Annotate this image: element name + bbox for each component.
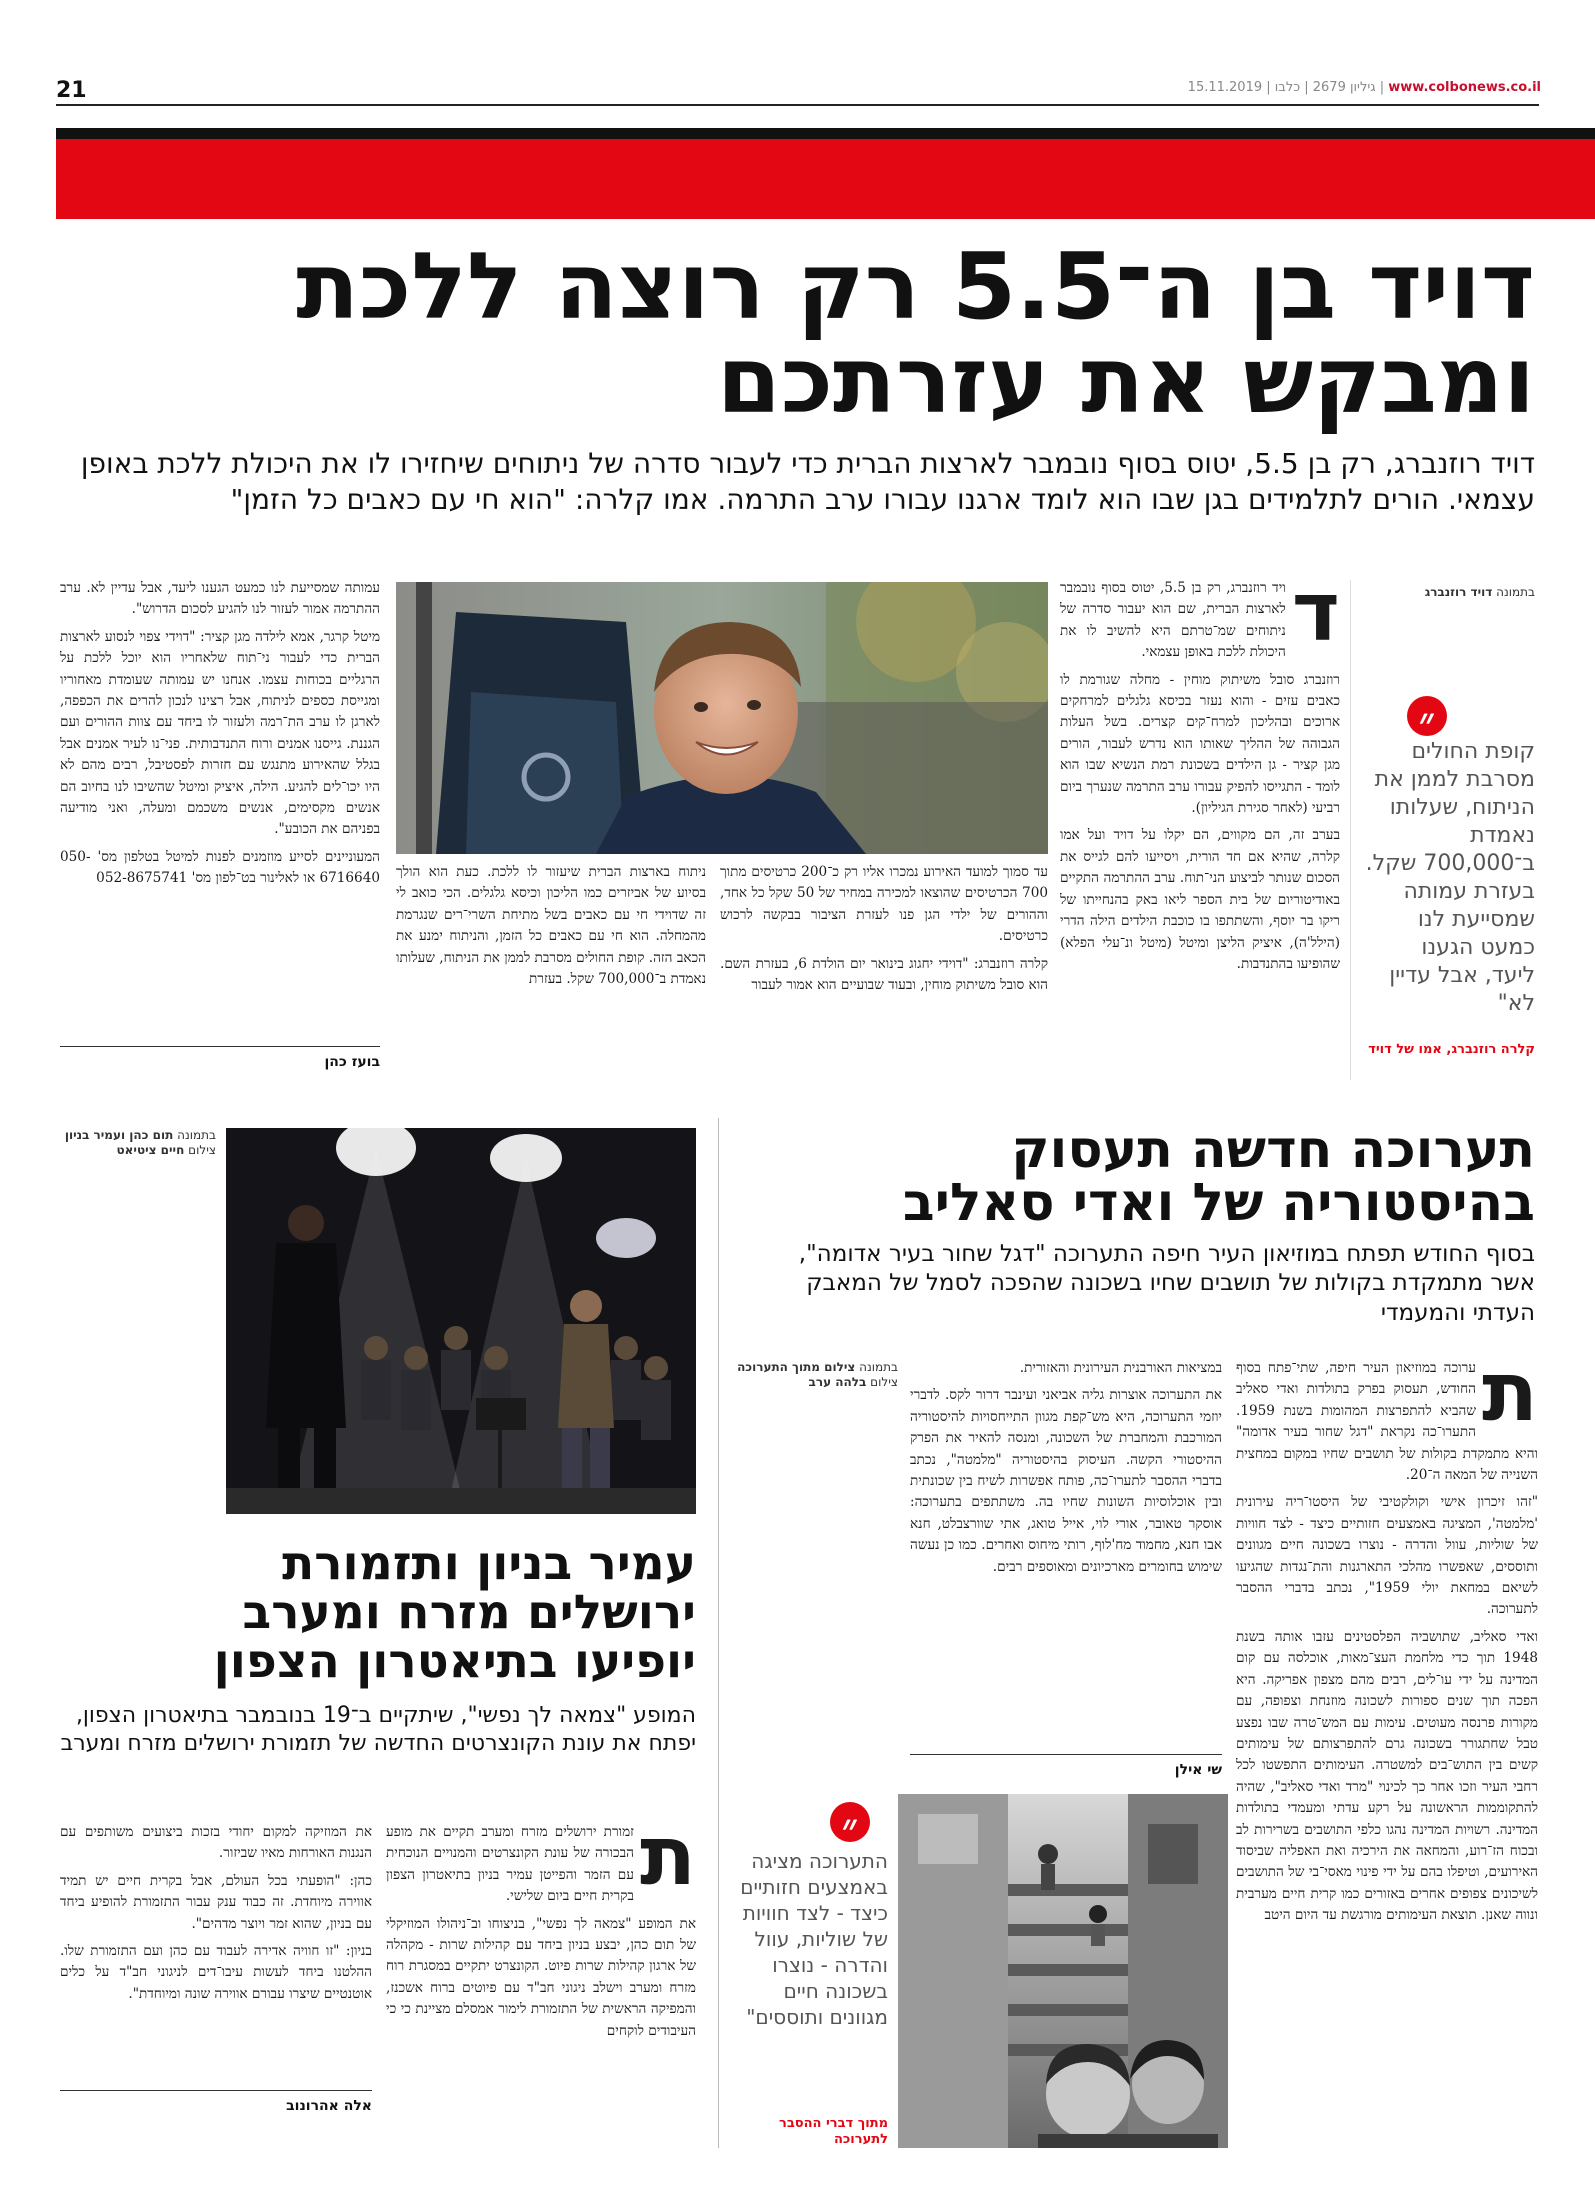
header-black-band	[56, 128, 1595, 139]
story2-photo	[898, 1794, 1228, 2148]
story1-headline-line1: דויד בן ה־5.5 רק רוצה ללכת	[296, 233, 1535, 340]
story1-col2-p2: קלרה רוזנברג: "דוידי יחגוג בינואר יום הולדת 6, בעזרת השם. הוא סובל משיתוק מוחין, ובעוד שבועיים הוא אמור לעבור	[720, 955, 1048, 994]
header-rule	[56, 104, 1539, 106]
story3-deck: המופע "צמאה לך נפשי", שיתקיים ב־19 בנובמבר בתיאטרון הצפון, יפתח את עונת הקונצרטים החדשה של תזמורת ירושלים מזרח ומערב	[60, 1703, 696, 1757]
story1-byline-rule	[60, 1046, 380, 1047]
story2-photo-credit: בתמונה צילום מתוך התערוכה צילום בלהה ערב	[737, 1360, 898, 1389]
story3-byline: אלה אהרונוב	[286, 2098, 372, 2114]
story1-quote-divider	[1350, 580, 1351, 1080]
story1-column-3	[396, 862, 706, 1082]
header-red-band	[56, 139, 1595, 219]
story2-col2-p2: את התערוכה אוצרות גליה אביאני ועינבר דרור לקס. לדברי יוזמי התערוכה, היא מש־קפת מגוון התייחסויות להיסטוריה המורכבת והמחברת של השכונה, ומנסה להאיר את הפרק ההיסטורי הקשה. העיסוק בהיסטוריה "מלמטה", נכתב בדברי ההסבר לתערו־כה, פותח אפשרות לשיח בין שכונתית ובין אוכלוסיות השונות שחיו בה. משתתפים בתערוכה: אוסקר טאובר, אורי לוי, אייל טואג, אתי שוורצבלט, חנא אבו חנא, מחמוד מח'לוף, רותי מיחוס ואחרים. כמו כן נעשה שימוש בחומרים מארכיונים ומאוספים רבים.	[910, 1387, 1222, 1575]
story1-column-1	[1060, 578, 1340, 1078]
issue-info: 15.11.2019 | גיליון 2679 | כלבו | www.colbonews.co.il	[1187, 80, 1541, 95]
site-url[interactable]: www.colbonews.co.il	[1388, 80, 1541, 95]
story3-photo-credit: בתמונה תום כהן ועמיר בניון צילום חיים ציטיאט	[64, 1128, 216, 1157]
story2-dropcap: ת	[1481, 1358, 1538, 1440]
story1-col4-p1: עמותה שמסייעת לנו כמעט הגענו ליעד, אבל עדיין לא. ערב ההתרמה אמור לעזור לנו להגיע לסכום הדרוש".	[60, 580, 380, 618]
story2-headline-line2: בהיסטוריה של ואדי סאליב	[902, 1173, 1535, 1234]
story2-column-2	[910, 1358, 1222, 1748]
story2-col1-p3: ואדי סאליב, שתושביה הפלסטינים עזבו אותה בשנת 1948 תוך כדי מלחמת העצ־מאות, אוכלסה עם קום המדינה על ידי עו־לים, רבים מהם מצפון אפריקה. היא הפכה תוך שנים ספורות לשכונה מוזנחת וצפופה, עם מקורות פרנסה מעוטים. עימות עם המש־טרה שבו נפצע טבל שחתגורר בשכונה גרם להתפרצותם של עימותים קשים בין התוש־בים למשטרה. העימותים התפשטו לכל רחבי העיר וזכו אחר כך לכינוי "מרד ואדי סאליב", שהיה להתקוממות הראשונה על רקע עדתי ומעמדי בתולדות המדינה. רשויות המדינה נהגו כלפי התושבים בשרירות לב ובכוח הז־רוע, והמחאה את הירכיה ואת האפליה שביסוד האירועים, וטיפלו בהם על ידי פינוי מאסי־בי של התושבים לשיכונים צפופים אחרים באזורים כמו קרית חיים מערבית ונווה שאנן. תוצאת העימותים מורגשת עד היום היטב	[1236, 1628, 1538, 1924]
story2-deck: בסוף החודש תפתח במוזיאון העיר חיפה התערוכה "דגל שחור בעיר אדומה", אשר מתמקדת בקולות של תושבים שחיו בשכונה שהפכה לסמל של המאבק העדתי והמעמדי	[798, 1241, 1535, 1326]
story2-col2-p1: במציאות האורבנית העירונית והאזורית.	[1019, 1360, 1222, 1376]
story1-col2-p1: עד סמוך למועד האירוע נמכרו אליו רק כ־200 כרטיסים מתוך 700 הכרטיסים שהוצאו למכירה במחיר של 50 שקל כל אחד, וההורים של ילדי הגן פנו לעזרת הציבור בבקשה לרכוש כרטיסים.	[720, 864, 1048, 945]
story3-col2-p1: את המוזיקה למקום יחודי בזכות ביצועים משותפים עם הנגנות האורחות מאיו שביזור.	[60, 1824, 372, 1862]
story3-headline-line2: ירושלים מזרח ומערב	[242, 1584, 696, 1640]
story1-col1-p1: ויד רוזנברג, רק בן 5.5, יטוס בסוף נובמבר לארצות הברית, שם הוא יעבור סדרה של ניתוחים שמ־טרתם היא להשיב לו את היכולת ללכת באופן עצמאי.	[1060, 580, 1286, 661]
issue-date: 15.11.2019	[1187, 80, 1263, 95]
page-number: 21	[56, 78, 87, 103]
story1-photo-credit: בתמונה דויד רוזנברג	[1424, 585, 1535, 599]
story1-photo	[396, 582, 1048, 854]
story3-headline	[60, 1536, 696, 1689]
story1-dropcap: ד	[1291, 578, 1340, 660]
story1-pullquote: קופת החולים מסרבת לממן את הניתוח, שעלותו נאמדת ב־700,000 שקל. בעזרת עמותה שמסייעת לנו כמעט הגענו ליעד, אבל עדיין לא"	[1365, 739, 1535, 1016]
story1-headline	[55, 233, 1535, 434]
story2-col1-p1: ערוכה במוזיאון העיר חיפה, שתי־פתח בסוף החודש, תעסוק בפרק בתולדות ואדי סאליב שהביא להתפרצות המהומות בשנת 1959. התערו־כה נקראת "דגל שחור בעיר אדומה" והיא מתמקדת בקולות של תושבים שחיו במקום במחצית השנייה של המאה ה־20.	[1236, 1360, 1538, 1484]
story1-quote-icon: ״	[1407, 696, 1447, 736]
story3-col1-p2: את המופע "צמאה לך נפשי", בניצוחו וב־ניהולו המוזיקלי של תום כהן, יבצע בניון ביחד עם קהילות שרות - מקהלה של ארגון קהילות שרות פיוט. הקונצרט יתקיים במסגרת רוח מזרח ומערב וישלב ניגוני חב"ד עם פיוטים ברוח אשכנז, והמפיקה הראשית של התזמורת לימור אמסלם מציינת כי כי העיבודים לוקחים	[386, 1915, 696, 2039]
story3-col2-p3: בניון: "זו חוויה אדירה לעבוד עם כהן ועם התזמורת שלו. ההלטנו ביחד לעשות עיבו־דים לניגוני חב"ד על כלים אוטנטיים שיצרו עבורם אווירה שונה ומיוחדת".	[60, 1943, 372, 2002]
story1-col4-p3: המעוניינים לסייע מוזמנים לפנות למיטל בטלפון מס' 050-6716640 או לאלינור בט־לפון מס' 052-8675741	[60, 848, 380, 887]
story3-headline-line3: יופיעו בתיאטרון הצפון	[213, 1633, 696, 1689]
story2-pullquote: התערוכה מציגה באמצעים חזותיים כיצד - לצד חוויות של שוליות, עוול והדרה - נוצרו בשכונה חיים מגוונים ותוססים"	[740, 1849, 888, 2029]
story3-dropcap: ת	[639, 1822, 696, 1904]
story3-byline-rule	[60, 2090, 372, 2091]
publication-name: כלבו	[1274, 80, 1301, 95]
story3-column-2	[60, 1822, 372, 2084]
story3-col2-p2: כהן: "הופעתי בכל העולם, אבל בקרית חיים יש תמיד אווירה מיוחדת. זה כבוד ענק עבור התזמורת להופיע ביחד עם בניון, שהוא זמר ויוצר מדהים".	[60, 1872, 372, 1932]
story1-pullquote-cite: קלרה רוזנברג, אמו של דויד	[1368, 1042, 1535, 1057]
story3-photo	[226, 1128, 696, 1514]
story1-col1-p3: בערב זה, הם מקווים, הם יקלו על דויד ועל אמו קלרה, שהיא אם חד הורית, ויסייעו להם לגייס את הסכום שנותר לביצוע הני־תוח. ערב ההתרמה התקיים באודיטוריום של בית הספר ליאו באק בהנחייתו של ריקו בר יוסף, והשתתפו בו כוכבת הילדים הילה הדרי (הילל'ה), איציק הליצן ומיטל (מיטל ונ־עלי הפלא) שהופיעו בהתנדבות.	[1060, 827, 1340, 972]
story2-headline-line1: תערוכה חדשה תעסוק	[1011, 1120, 1535, 1180]
section-divider-vertical	[718, 1118, 719, 2148]
story2-quote-icon: ״	[830, 1802, 870, 1842]
story1-column-4	[60, 578, 380, 1038]
issue-number: גיליון 2679	[1312, 80, 1376, 95]
story1-column-2	[720, 862, 1048, 1082]
story2-headline	[755, 1120, 1535, 1234]
story2-pullquote-cite: מתוך דברי ההסבר לתערוכה	[779, 2116, 888, 2147]
story2-col1-p2: "זהו זיכרון אישי וקולקטיבי של היסטו־ריה עירונית 'מלמטה', המציגה באמצעים חזותיים כיצד - לצד חוויות של שוליות, עוול והדרה - נוצרו בשכונה חיים מגוונים ותוססים, שאפשרו מהלכי התארגנות והת־נגדות שהגיעו לשיאם במחאת יולי 1959", נכתב בדברי ההסבר לתערוכה.	[1236, 1494, 1538, 1618]
story3-headline-line1: עמיר בניון ותזמורת	[282, 1536, 696, 1591]
story3-column-1	[386, 1822, 696, 2148]
story2-column-1	[1236, 1358, 1538, 2148]
story3-col1-p1: זמורת ירושלים מזרח ומערב תקיים את מופע הבכורה של עונת הקונצרטים והמנויים הנוכחית עם הזמר והפייטן עמיר בניון בתיאטרון הצפון בקרית חיים ביום שלישי.	[386, 1824, 634, 1905]
story2-byline-rule	[910, 1754, 1222, 1755]
story2-byline: שי אילן	[1174, 1762, 1222, 1778]
story1-col1-p2: רוזנברג סובל משיתוק מוחין - מחלה שגורמת לו כאבים עזים - והוא נעזר בכיסא גלגלים למרחקים ארוכים ובהליכון למרח־קים קצרים. בשל העלות הגבוהה של ההליך שאותו הוא נדרש לעבור, הורים מגן קציר - גן הילדים בשכונת רמת הנשיא שבו הוא לומד - התגייסו להפיק עבורו ערב התרמה שנערך ביום רביעי (לאחר סגירת הגיליון).	[1060, 671, 1340, 817]
story1-byline: בועז כהן	[324, 1054, 380, 1070]
story1-deck: דויד רוזנברג, רק בן 5.5, יטוס בסוף נובמבר לארצות הברית כדי לעבור סדרה של ניתוחים שיחזירו לו את היכולת ללכת באופן עצמאי. הורים לתלמידים בגן שבו הוא לומד ארגנו עבורו ערב התרמה. אמו קלרה: "הוא חי עם כאבים כל הזמן"	[80, 447, 1535, 516]
story1-col4-p2: מיטל קרגר, אמא לילדה מגן קציר: "דוידי צפוי לנסוע לארצות הברית כדי לעבור ני־תוח שלאחריו הוא יוכל ללכת על הרגליים בכוחות עצמו. אנחנו יש עמותה שעומדת מאחוריו ומגייסת כספים לניתוח, אבל רצינו לנכון להרים את הכפפה, לארגן לו ערב הת־רמה ולעזור לו ביחד עם צוות ההורים ועם הגננת. גייסנו אמנים ורוח התנדבותית. פני־נו לעיר אמנים אבל בגלל שהאירוע מתנגש עם חזרות לפסטיבל, רבים מהם לא היו יכו־לים להגיע. הילה, איציק ומיטל שהשיבו לנו בחיוב הם אנשים מקסימים, אנשים משכמם ומעלה, ואני מודיעה בפניהם את הכובע".	[60, 628, 380, 838]
story1-headline-line2: ומבקש את עזרתכם	[716, 326, 1535, 434]
story1-col3-p1: ניתוח בארצות הברית שיעזור לו ללכת. כעת הוא הולך בסיוע של אביזרים כמו הליכון וכיסא גלגלים. הכי כואב לי זה שדוידי חי עם כאבים בשל מתיחת השרי־רים שנגרמת מהמחלה. הוא חי עם כאבים כל הזמן, והניתוח ימנע את הכאב הזה. קופת החולים מסרבת לממן את הניתוח, שעלותו נאמדת ב־700,000 שקל. בעזרת	[396, 864, 706, 988]
